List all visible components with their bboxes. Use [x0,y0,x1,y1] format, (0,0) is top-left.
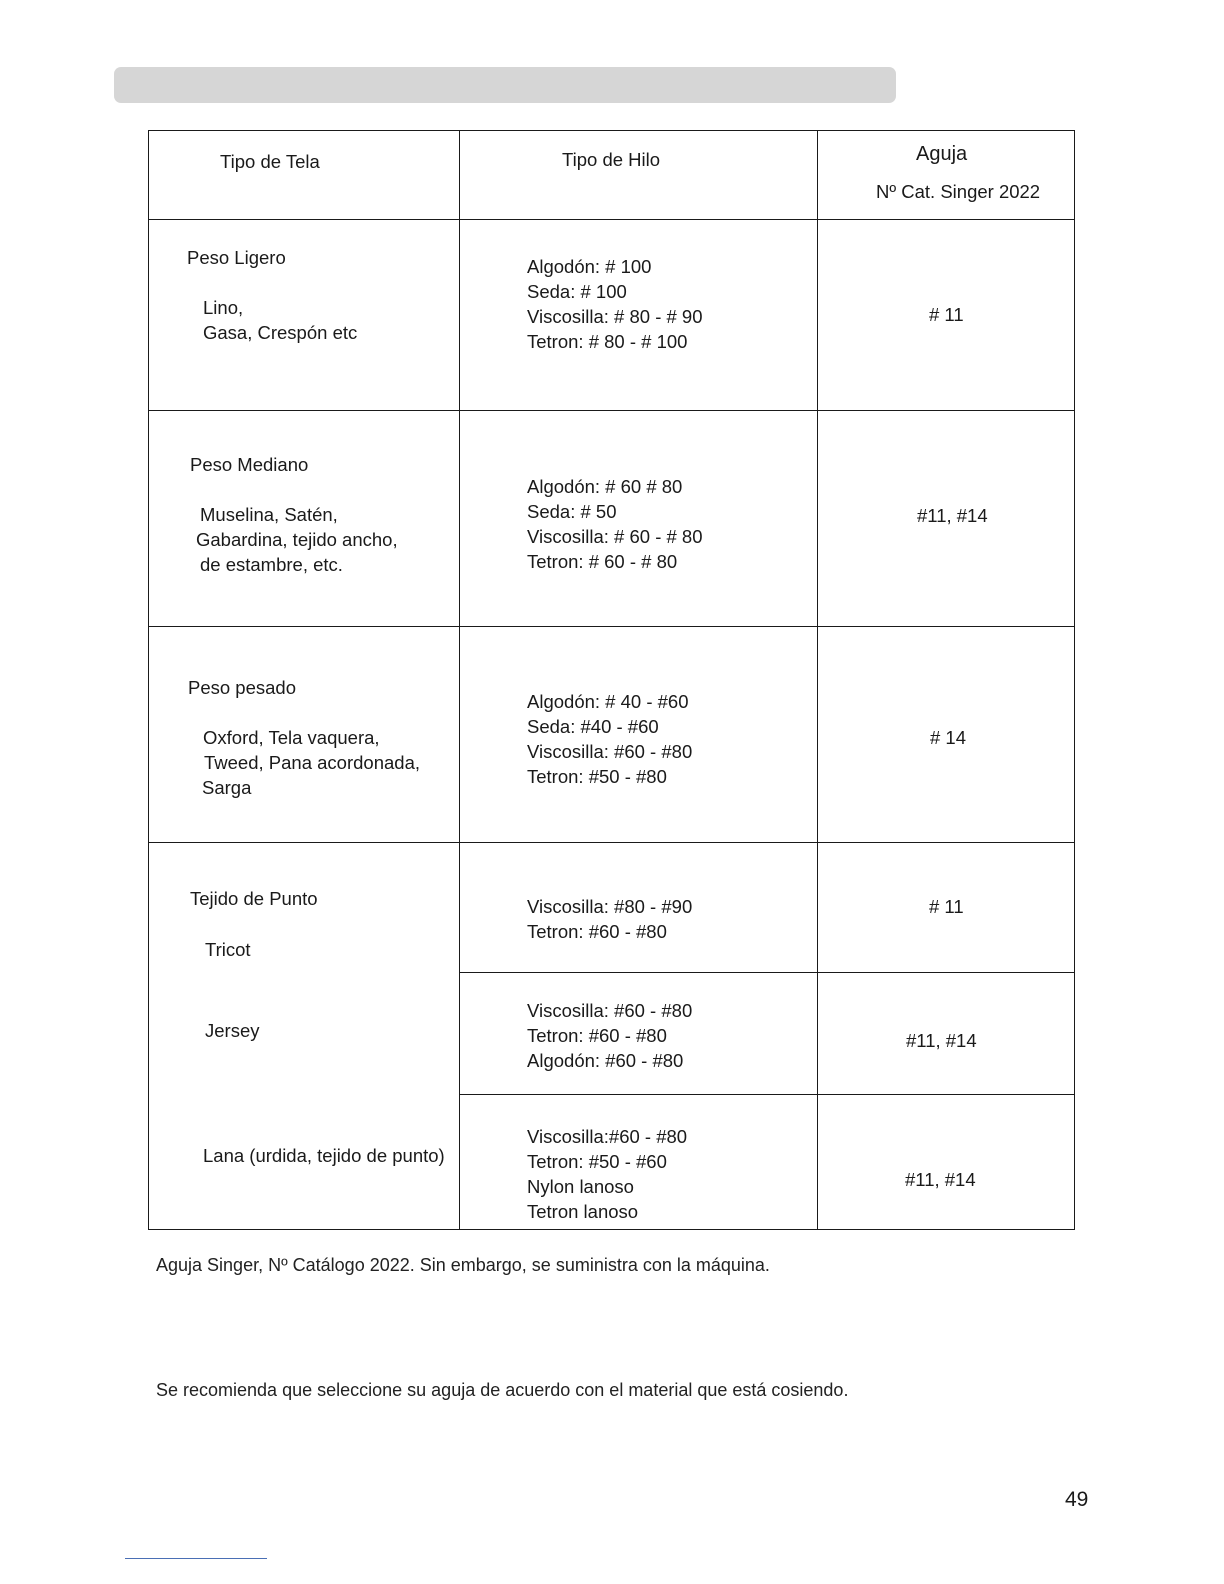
fabric-example: Gasa, Crespón etc [203,322,358,343]
thread-spec: Algodón: # 40 - #60 [527,691,689,712]
thread-spec: Viscosilla: #80 - #90 [527,896,693,917]
fabric-example: Sarga [202,777,252,798]
thread-spec: Nylon lanoso [527,1176,634,1197]
subrow-divider [459,1094,1074,1095]
fabric-example: Tricot [205,939,251,960]
row-divider [149,842,1074,843]
fabric-example: Muselina, Satén, [200,504,338,525]
header-thread-type: Tipo de Hilo [562,149,661,170]
thread-spec: Viscosilla: # 60 - # 80 [527,526,703,547]
fabric-example: Tweed, Pana acordonada, [204,752,420,773]
thread-spec: Algodón: # 60 # 80 [527,476,683,497]
thread-spec: Tetron: # 60 - # 80 [527,551,678,572]
needle-size: #11, #14 [905,1169,976,1190]
thread-spec: Viscosilla:#60 - #80 [527,1126,688,1147]
needle-size: #11, #14 [906,1030,977,1051]
fabric-example: de estambre, etc. [200,554,343,575]
page-number: 49 [1065,1488,1089,1511]
thread-spec: Viscosilla: #60 - #80 [527,741,693,762]
thread-spec: Algodón: #60 - #80 [527,1050,684,1071]
thread-spec: Viscosilla: #60 - #80 [527,1000,693,1021]
row-divider [149,626,1074,627]
fabric-weight-heavy: Peso pesado [188,677,297,698]
fabric-example: Gabardina, tejido ancho, [196,529,398,550]
thread-spec: Tetron: #50 - #80 [527,766,667,787]
fabric-weight-light: Peso Ligero [187,247,286,268]
fabric-example: Jersey [205,1020,260,1041]
thread-spec: Tetron: # 80 - # 100 [527,331,688,352]
header-needle: Aguja [916,143,968,165]
thread-spec: Algodón: # 100 [527,256,652,277]
fabric-weight-knit: Tejido de Punto [190,888,318,909]
column-divider [459,131,460,1229]
thread-spec: Viscosilla: # 80 - # 90 [527,306,703,327]
thread-spec: Tetron: #60 - #80 [527,921,667,942]
fabric-weight-medium: Peso Mediano [190,454,309,475]
thread-spec: Seda: # 50 [527,501,617,522]
needle-thread-table [148,130,1075,1230]
fabric-example: Lana (urdida, tejido de punto) [203,1145,445,1166]
needle-size: # 11 [929,896,964,917]
header-needle-catalog: Nº Cat. Singer 2022 [876,181,1041,202]
subrow-divider [459,972,1074,973]
header-fabric-type: Tipo de Tela [220,151,320,172]
thread-spec: Seda: #40 - #60 [527,716,659,737]
thread-spec: Tetron: #60 - #80 [527,1025,667,1046]
row-divider [149,219,1074,220]
recommendation-note: Se recomienda que seleccione su aguja de acuerdo con el material que está cosiendo. [156,1380,849,1400]
section-header-bar [114,67,896,103]
column-divider [817,131,818,1229]
row-divider [149,410,1074,411]
needle-size: #11, #14 [917,505,988,526]
fabric-example: Lino, [203,297,244,318]
fabric-example: Oxford, Tela vaquera, [203,727,380,748]
thread-spec: Tetron: #50 - #60 [527,1151,667,1172]
needle-size: # 14 [930,727,967,748]
needle-size: # 11 [929,304,964,325]
needle-note: Aguja Singer, Nº Catálogo 2022. Sin embargo, se suministra con la máquina. [156,1255,770,1275]
footer-rule [125,1558,267,1559]
thread-spec: Seda: # 100 [527,281,627,302]
thread-spec: Tetron lanoso [527,1201,639,1222]
